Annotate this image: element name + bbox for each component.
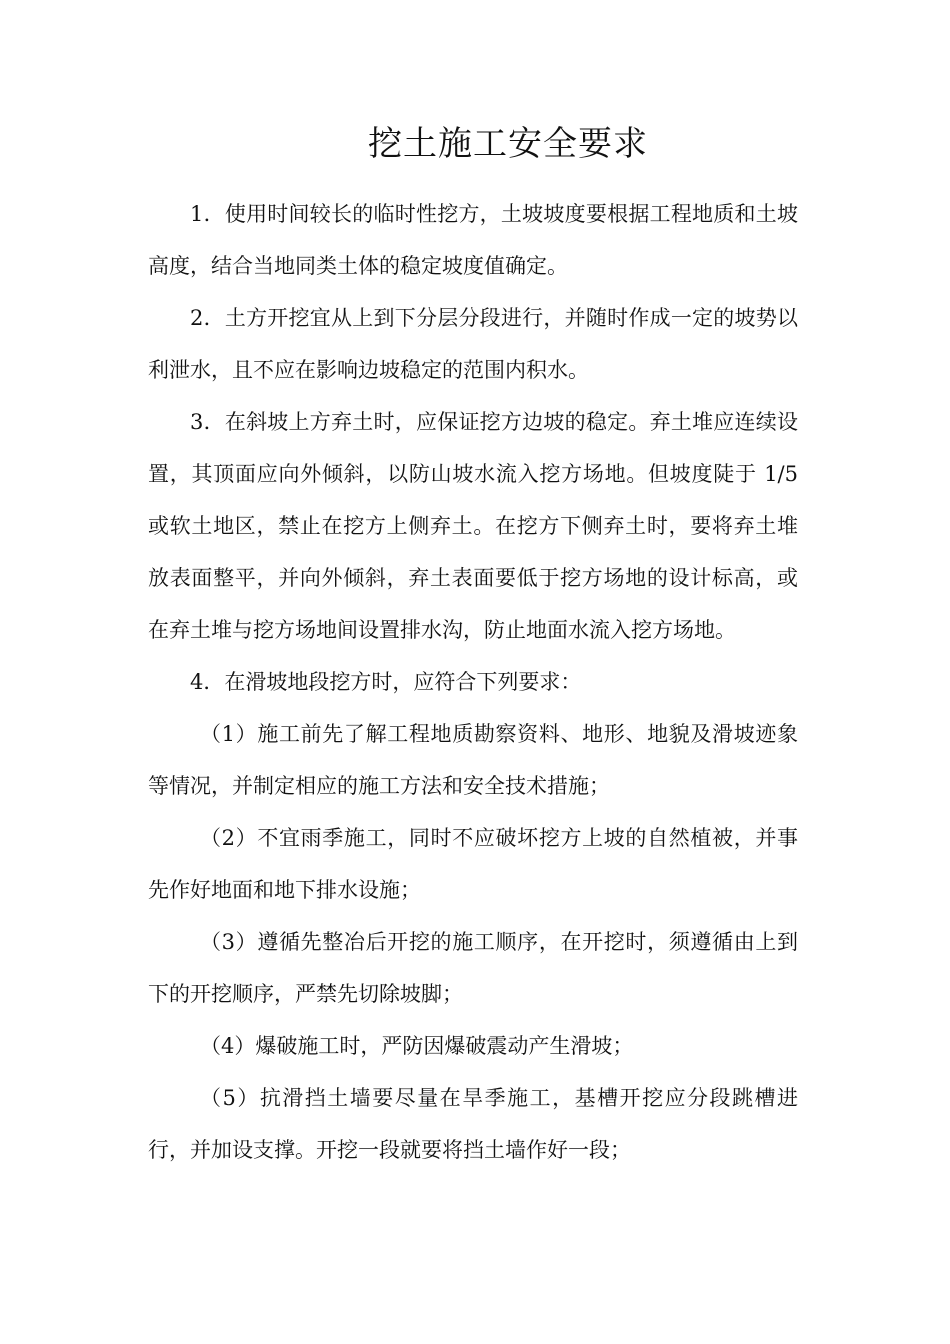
document-body (148, 188, 798, 1176)
paragraph-4: 4．在滑坡地段挖方时，应符合下列要求： (190, 670, 582, 694)
sub-item-1: （1）施工前先了解工程地质勘察资料、地形、地貌及滑坡迹象等情况，并制定相应的施工方法和安全技术措施； (148, 722, 798, 798)
sub-item-4: （4）爆破施工时，严防因爆破震动产生滑坡； (200, 1034, 634, 1058)
paragraph-2: 2．土方开挖宜从上到下分层分段进行，并随时作成一定的坡势以利泄水，且不应在影响边坡稳定的范围内积水。 (148, 306, 798, 382)
sub-item-2: （2）不宜雨季施工，同时不应破坏挖方上坡的自然植被，并事先作好地面和地下排水设施； (148, 826, 798, 902)
document-title: 挖土施工安全要求 (368, 124, 648, 164)
sub-item-5: （5）抗滑挡土墙要尽量在旱季施工，基槽开挖应分段跳槽进行，并加设支撑。开挖一段就要将挡土墙作好一段； (148, 1086, 798, 1162)
paragraph-1: 1．使用时间较长的临时性挖方，土坡坡度要根据工程地质和土坡高度，结合当地同类土体的稳定坡度值确定。 (148, 202, 798, 278)
sub-item-3: （3）遵循先整冶后开挖的施工顺序，在开挖时，须遵循由上到下的开挖顺序，严禁先切除坡脚； (148, 930, 798, 1006)
paragraph-3: 3．在斜坡上方弃土时，应保证挖方边坡的稳定。弃土堆应连续设置，其顶面应向外倾斜，以防山坡水流入挖方场地。但坡度陡于 1/5 或软土地区，禁止在挖方上侧弃土。在挖方下侧弃土时，要将弃土堆放表面整平，并向外倾斜，弃土表面要低于挖方场地的设计标高，或在弃土堆与挖方场地间设置排水沟，防止地面水流入挖方场地。 (148, 410, 798, 642)
